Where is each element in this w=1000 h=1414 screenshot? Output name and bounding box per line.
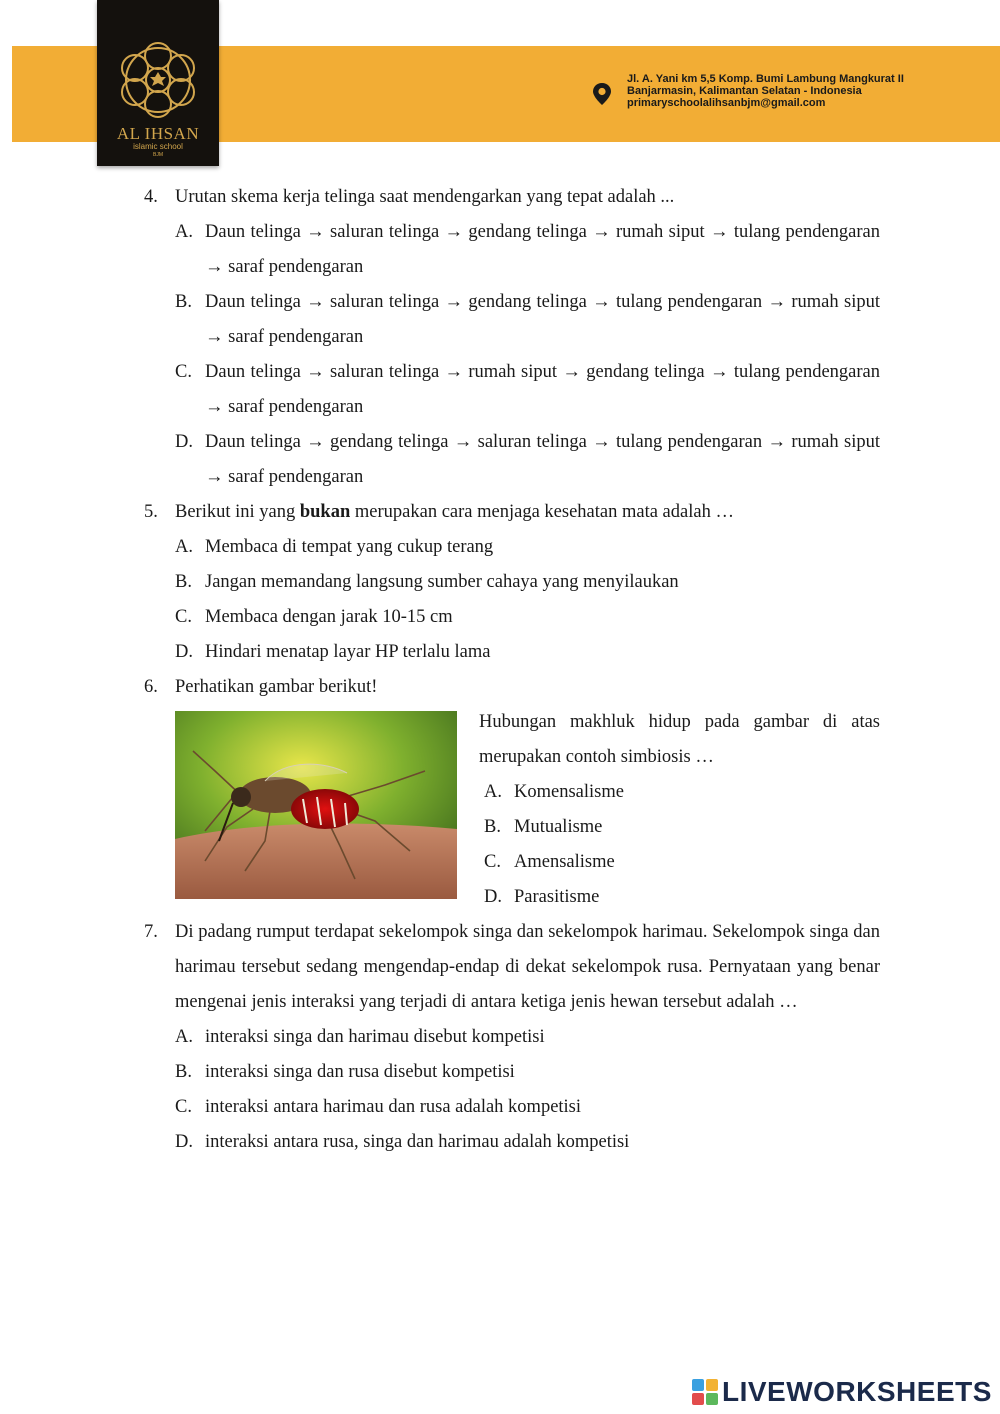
question-number: 7.: [144, 922, 158, 942]
option-text: Daun telinga → gendang telinga → saluran telinga → tulang pendengaran → rumah siput → saraf pendengaran: [205, 432, 880, 487]
option-7a[interactable]: [175, 1020, 880, 1055]
option-letter: C.: [175, 607, 192, 627]
option-letter: C.: [175, 362, 192, 382]
option-5d[interactable]: [175, 635, 880, 670]
question-6-answers: [479, 705, 880, 915]
option-5c[interactable]: [175, 600, 880, 635]
question-7: [144, 915, 880, 1020]
option-letter: A.: [175, 537, 193, 557]
option-6d[interactable]: [484, 880, 880, 915]
option-6c[interactable]: [484, 845, 880, 880]
option-letter: D.: [175, 1132, 193, 1152]
option-text: interaksi antara rusa, singa dan harimau adalah kompetisi: [205, 1132, 630, 1152]
option-letter: B.: [175, 292, 192, 312]
option-text: interaksi singa dan rusa disebut kompetisi: [205, 1062, 515, 1082]
school-city: BJM: [153, 152, 163, 158]
mosquito-image: [175, 711, 457, 899]
option-text: Komensalisme: [514, 782, 624, 802]
option-4b[interactable]: [175, 285, 880, 355]
option-text: Parasitisme: [514, 887, 600, 907]
email-line: primaryschoolalihsanbjm@gmail.com: [627, 97, 826, 109]
option-5b[interactable]: [175, 565, 880, 600]
option-4c[interactable]: [175, 355, 880, 425]
option-letter: B.: [175, 572, 192, 592]
question-number: 6.: [144, 677, 158, 697]
question-6-body: [175, 705, 880, 915]
question-6: [144, 670, 880, 705]
question-prompt: Hubungan makhluk hidup pada gambar di atas merupakan contoh simbiosis …: [479, 712, 880, 767]
question-text: [175, 495, 880, 530]
option-text: Hindari menatap layar HP terlalu lama: [205, 642, 491, 662]
option-letter: D.: [175, 432, 193, 452]
option-letter: D.: [175, 642, 193, 662]
option-letter: A.: [484, 782, 502, 802]
school-address: [627, 73, 904, 109]
question-4: [144, 180, 880, 215]
option-text: Daun telinga → saluran telinga → gendang telinga → rumah siput → tulang pendengaran → saraf pendengaran: [205, 222, 880, 277]
option-text: Membaca di tempat yang cukup terang: [205, 537, 494, 557]
option-6a[interactable]: [484, 775, 880, 810]
question-text-start: Berikut ini yang: [175, 502, 300, 522]
option-4d[interactable]: [175, 425, 880, 495]
question-text-end: merupakan cara menjaga kesehatan mata adalah …: [350, 502, 734, 522]
school-subtitle: islamic school: [133, 142, 183, 151]
option-letter: D.: [484, 887, 502, 907]
option-text: Mutualisme: [514, 817, 603, 837]
option-letter: B.: [175, 1062, 192, 1082]
option-7b[interactable]: [175, 1055, 880, 1090]
address-line: Jl. A. Yani km 5,5 Komp. Bumi Lambung Mangkurat II: [627, 73, 904, 85]
option-5a[interactable]: [175, 530, 880, 565]
ornament-icon: [105, 34, 211, 126]
liveworksheets-icon: [692, 1379, 718, 1405]
option-text: Daun telinga → saluran telinga → gendang telinga → tulang pendengaran → rumah siput → saraf pendengaran: [205, 292, 880, 347]
option-letter: B.: [484, 817, 501, 837]
option-7c[interactable]: [175, 1090, 880, 1125]
location-pin-icon: [592, 82, 612, 106]
school-logo: [97, 0, 219, 166]
worksheet-content: [144, 180, 880, 1160]
option-text: Amensalisme: [514, 852, 615, 872]
question-5: [144, 495, 880, 530]
option-letter: A.: [175, 1027, 193, 1047]
option-letter: C.: [175, 1097, 192, 1117]
question-text: Perhatikan gambar berikut!: [175, 677, 378, 697]
option-7d[interactable]: [175, 1125, 880, 1160]
option-text: Membaca dengan jarak 10-15 cm: [205, 607, 453, 627]
address-line: Banjarmasin, Kalimantan Selatan - Indonesia: [627, 85, 862, 97]
option-text: Daun telinga → saluran telinga → rumah siput → gendang telinga → tulang pendengaran → saraf pendengaran: [205, 362, 880, 417]
liveworksheets-brand: LIVEWORKSHEETS: [722, 1376, 992, 1407]
option-text: interaksi singa dan harimau disebut kompetisi: [205, 1027, 545, 1047]
liveworksheets-logo[interactable]: [692, 1376, 992, 1408]
school-name: AL IHSAN: [116, 124, 200, 143]
question-text: Di padang rumput terdapat sekelompok singa dan sekelompok harimau. Sekelompok singa dan harimau tersebut sedang mengendap-endap di dekat sekelompok rusa. Pernyataan yang benar mengenai jenis interaksi yang terjadi di antara ketiga jenis hewan tersebut adalah …: [175, 922, 880, 1012]
question-number: 4.: [144, 187, 158, 207]
question-number: 5.: [144, 502, 158, 522]
option-letter: A.: [175, 222, 193, 242]
option-text: interaksi antara harimau dan rusa adalah kompetisi: [205, 1097, 582, 1117]
option-4a[interactable]: [175, 215, 880, 285]
option-6b[interactable]: [484, 810, 880, 845]
option-text: Jangan memandang langsung sumber cahaya yang menyilaukan: [205, 572, 679, 592]
question-text: Urutan skema kerja telinga saat mendengarkan yang tepat adalah ...: [175, 187, 675, 207]
option-letter: C.: [484, 852, 501, 872]
question-text-emphasis: bukan: [299, 502, 351, 522]
